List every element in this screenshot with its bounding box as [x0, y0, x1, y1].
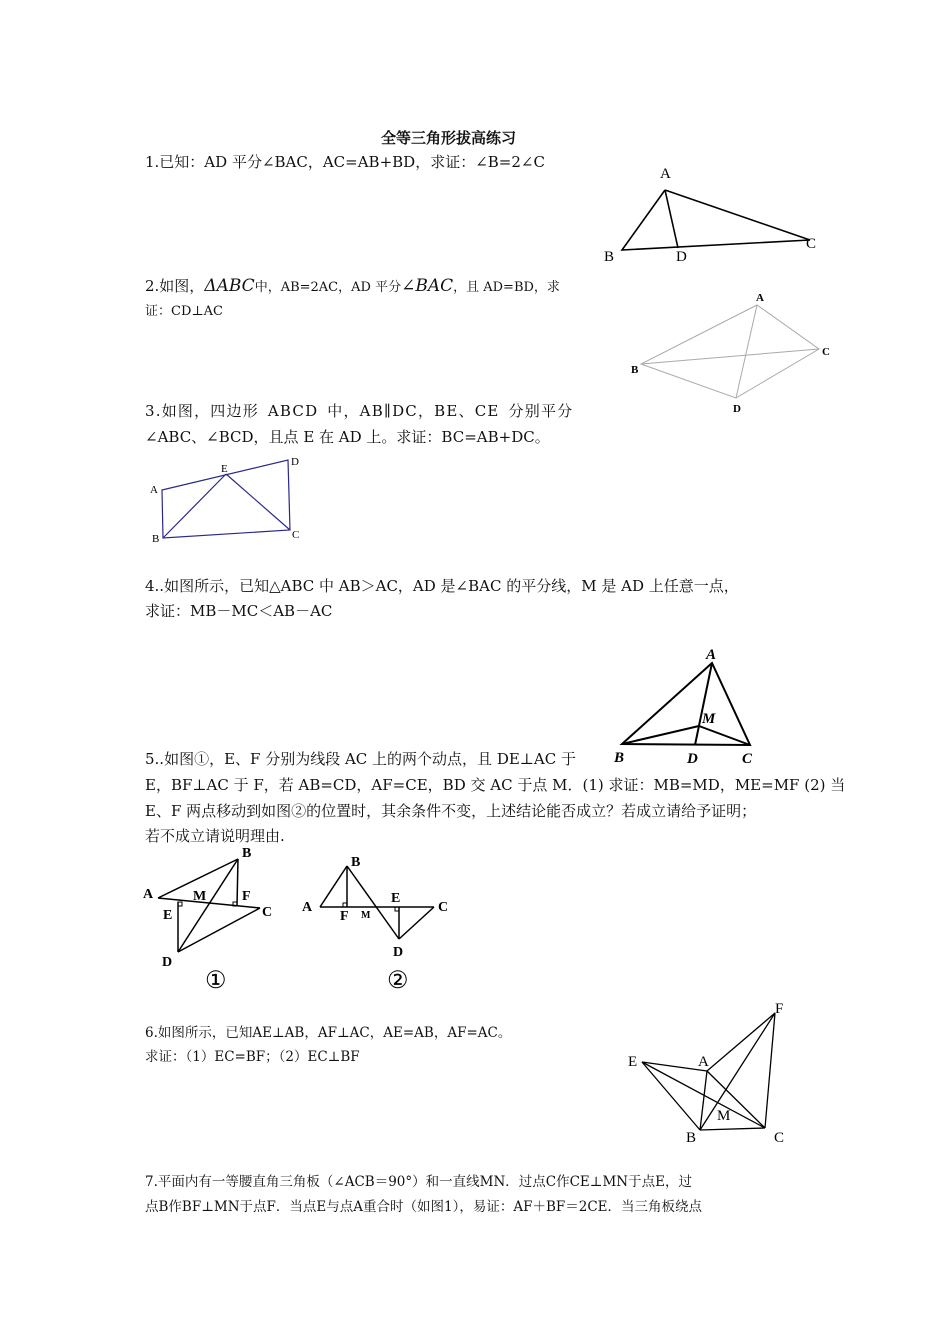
fig5b-label-c: C — [438, 900, 449, 915]
fig6-line-eb — [642, 1062, 700, 1130]
fig3-label-a: A — [150, 484, 158, 496]
q2-text-b: 中，AB=2AC，AD 平分 — [254, 280, 402, 295]
question-1-text: 1.已知：AD 平分∠BAC，AC=AB+BD，求证：∠B=2∠C — [145, 153, 545, 171]
fig2-label-c: C — [822, 346, 830, 358]
fig6-label-f: F — [775, 1001, 784, 1017]
fig5b-label-m: M — [361, 910, 371, 921]
fig5a-label-a: A — [143, 887, 154, 902]
question-7-line-2: 点B作BF⊥MN于点F．当点E与点A重合时（如图1），易证：AF＋BF＝2CE．当三角板绕点 — [145, 1199, 703, 1215]
fig2-label-a: A — [756, 292, 764, 304]
fig5a-label-d: D — [162, 955, 173, 970]
fig3-label-c: C — [292, 529, 300, 541]
fig2-label-b: B — [631, 364, 639, 376]
fig4-label-b: B — [614, 750, 625, 766]
question-5-line-4: 若不成立请说明理由. — [145, 827, 285, 845]
fig1-label-d: D — [676, 249, 687, 265]
q2-text-c: ，且 AD=BD，求 — [453, 280, 560, 295]
fig6-label-m: M — [717, 1108, 731, 1124]
fig5b-label-a: A — [302, 900, 313, 915]
fig6-label-e: E — [628, 1054, 638, 1070]
fig6-line-fc — [765, 1013, 775, 1128]
fig6-label-b: B — [686, 1130, 697, 1146]
question-5-line-1: 5..如图①，E、F 分别为线段 AC 上的两个动点，且 DE⊥AC 于 — [145, 750, 576, 768]
fig4-label-c: C — [742, 751, 753, 767]
fig6-line-af — [707, 1013, 775, 1071]
fig5-caption-2: ② — [387, 968, 409, 994]
fig6-label-a: A — [698, 1054, 709, 1070]
fig6-line-bf — [700, 1013, 775, 1130]
q2-text-a: 2.如图， — [145, 277, 205, 295]
fig1-label-c: C — [806, 236, 817, 252]
fig1-label-b: B — [604, 249, 615, 265]
fig1-label-a: A — [660, 166, 671, 182]
question-4-line-2: 求证：MB－MC＜AB－AC — [145, 602, 333, 620]
question-6-line-2: 求证：（1）EC=BF；（2）EC⊥BF — [145, 1049, 360, 1065]
fig3-label-b: B — [152, 533, 160, 545]
fig5-caption-1: ① — [205, 968, 227, 994]
fig4-label-m: M — [702, 711, 716, 727]
question-3-line-1: 3.如图，四边形 ABCD 中，AB∥DC，BE、CE 分别平分 — [145, 402, 574, 420]
fig5a-label-e: E — [163, 908, 173, 923]
fig4-label-d: D — [687, 751, 698, 767]
fig5a-label-c: C — [262, 905, 273, 920]
question-6-line-1: 6.如图所示，已知AE⊥AB，AF⊥AC，AE=AB，AF=AC。 — [145, 1025, 512, 1041]
fig4-label-a: A — [706, 647, 717, 663]
fig5b-label-d: D — [393, 945, 404, 960]
fig6-line-ec — [642, 1062, 765, 1128]
fig5a-label-f: F — [242, 889, 251, 904]
question-3-line-2: ∠ABC、∠BCD，且点 E 在 AD 上。求证：BC=AB+DC。 — [145, 428, 550, 446]
fig3-label-d: D — [291, 456, 299, 468]
q2-math-bac: ∠BAC — [401, 276, 454, 296]
fig2-label-d: D — [733, 403, 741, 415]
question-5-line-2: E，BF⊥AC 于 F，若 AB=CD，AF=CE，BD 交 AC 于点 M．(1) 求证：MB=MD，ME=MF (2) 当 — [145, 776, 846, 794]
fig5b-label-e: E — [391, 891, 401, 906]
question-7-line-1: 7.平面内有一等腰直角三角板（∠ACB＝90°）和一直线MN．过点C作CE⊥MN于点E，过 — [145, 1174, 692, 1190]
question-4-line-1: 4..如图所示，已知△ABC 中 AB＞AC，AD 是∠BAC 的平分线，M 是 AD 上任意一点， — [145, 577, 739, 595]
question-2-line-2: 证：CD⊥AC — [145, 304, 223, 319]
fig5b-label-f: F — [340, 909, 349, 924]
fig3-label-e: E — [221, 463, 228, 475]
fig6-line-bc — [700, 1128, 765, 1130]
question-5-line-3: E、F 两点移动到如图②的位置时，其余条件不变，上述结论能否成立？若成立请给予证明； — [145, 802, 757, 820]
fig5a-label-m: M — [193, 889, 207, 904]
page-title: 全等三角形拔高练习 — [381, 129, 517, 147]
fig5a-label-b: B — [242, 846, 252, 861]
q2-math-abc: ΔABC — [204, 276, 255, 296]
fig6-label-c: C — [774, 1130, 785, 1146]
fig6-line-ac — [707, 1071, 765, 1128]
fig5b-label-b: B — [351, 855, 361, 870]
